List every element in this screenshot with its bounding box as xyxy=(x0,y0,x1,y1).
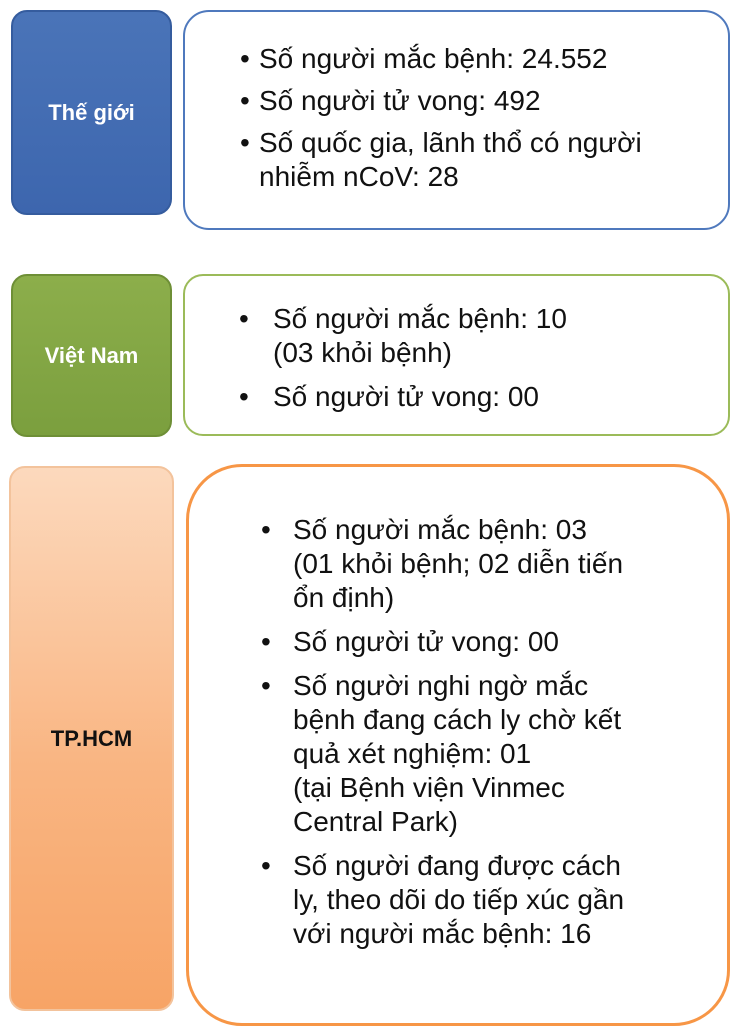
hcmc-label: TP.HCM xyxy=(50,725,133,751)
hcmc-suspected-item: • Số người nghi ngờ mắc bệnh đang cách ly chờ kết quả xét nghiệm: 01 (tại Bệnh viện Vinmec Central Park) xyxy=(249,669,711,839)
vietnam-deaths-item: • Số người tử vong: 00 xyxy=(225,380,712,414)
world-details-box xyxy=(183,10,730,230)
hcmc-details-box xyxy=(186,464,730,1026)
world-deaths-item: • Số người tử vong: 492 xyxy=(240,84,712,118)
hcmc-label-box xyxy=(9,466,174,1011)
hcmc-monitored-item: • Số người đang được cách ly, theo dõi do tiếp xúc gần với người mắc bệnh: 16 xyxy=(249,849,711,951)
world-countries-item: • Số quốc gia, lãnh thổ có người nhiễm nCoV: 28 xyxy=(240,126,712,194)
world-label: Thế giới xyxy=(48,99,135,125)
vietnam-label: Việt Nam xyxy=(44,342,139,368)
world-label-box xyxy=(11,10,172,215)
hcmc-deaths-item: • Số người tử vong: 00 xyxy=(249,625,711,659)
world-stats-list xyxy=(240,42,712,194)
vietnam-label-box xyxy=(11,274,172,437)
hcmc-cases-item: • Số người mắc bệnh: 03 (01 khỏi bệnh; 02 diễn tiến ổn định) xyxy=(249,513,711,615)
world-cases-item: • Số người mắc bệnh: 24.552 xyxy=(240,42,712,76)
vietnam-cases-item: • Số người mắc bệnh: 10 (03 khỏi bệnh) xyxy=(225,302,712,370)
vietnam-stats-list xyxy=(225,302,712,414)
vietnam-details-box xyxy=(183,274,730,436)
hcmc-stats-list xyxy=(249,513,711,951)
